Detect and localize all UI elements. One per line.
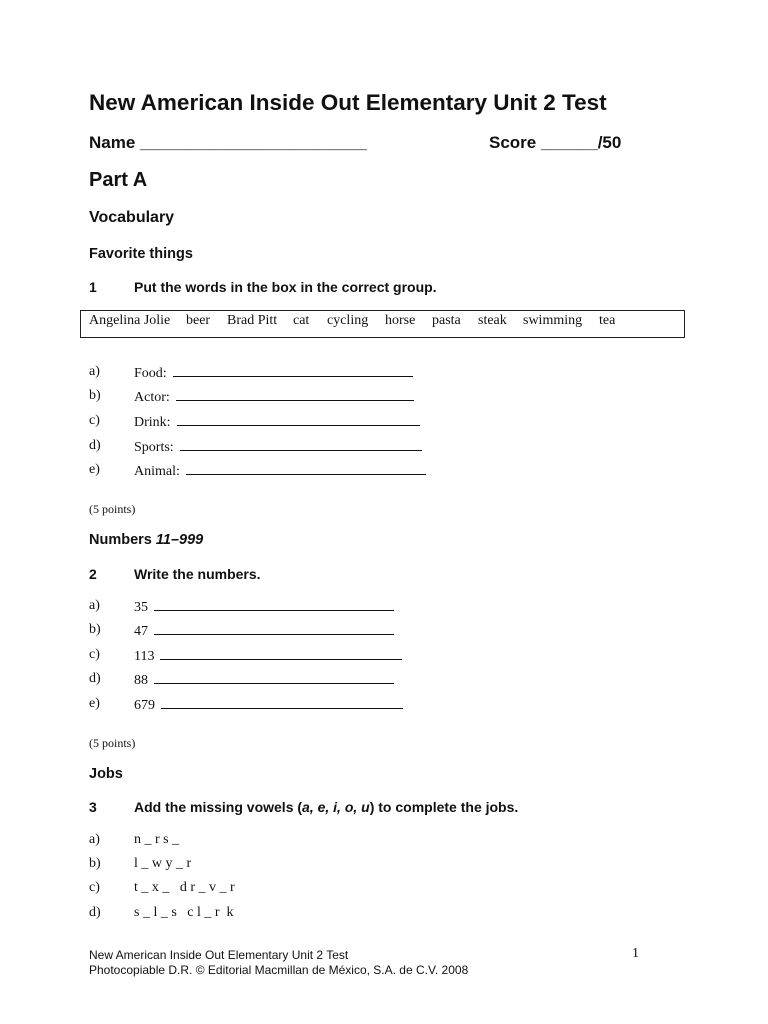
item-label: Sports:	[134, 440, 174, 455]
name-field-label: Name ________________________	[89, 133, 367, 152]
vocabulary-heading: Vocabulary	[89, 209, 175, 226]
word-box	[80, 310, 685, 338]
score-field-label: Score ______/50	[489, 133, 622, 152]
word-box-item: steak	[478, 313, 507, 328]
question-2-text: Write the numbers.	[134, 566, 261, 582]
job-puzzle: s _ l _ s c l _ r k	[134, 905, 234, 920]
answer-line[interactable]	[173, 364, 413, 377]
word-box-item: pasta	[432, 313, 461, 328]
job-puzzle: t _ x _ d r _ v _ r	[134, 880, 235, 895]
question-1-number: 1	[89, 279, 97, 295]
word-box-item: horse	[385, 313, 416, 328]
answer-line[interactable]	[186, 462, 426, 475]
number-value: 679	[134, 698, 155, 713]
answer-line[interactable]	[161, 696, 403, 709]
question-1-text: Put the words in the box in the correct group.	[134, 279, 437, 295]
job-puzzle: l _ w y _ r	[134, 856, 192, 871]
number-value: 47	[134, 624, 148, 639]
word-box-item: tea	[599, 313, 616, 328]
number-value: 113	[134, 649, 155, 664]
numbers-heading-text: Numbers	[89, 532, 152, 548]
item-letter: b)	[89, 856, 101, 871]
item-label: Animal:	[134, 464, 180, 479]
word-box-item: beer	[186, 313, 211, 328]
word-box-item: swimming	[523, 313, 583, 328]
item-letter: d)	[89, 438, 101, 453]
answer-line[interactable]	[176, 388, 414, 401]
item-letter: e)	[89, 462, 100, 477]
item-letter: c)	[89, 880, 100, 895]
item-letter: a)	[89, 832, 100, 847]
page-number: 1	[632, 946, 639, 961]
points-label: (5 points)	[89, 502, 136, 516]
number-value: 88	[134, 673, 148, 688]
question-2-number: 2	[89, 566, 97, 582]
word-box-item: Angelina Jolie	[89, 313, 171, 328]
favorite-things-heading: Favorite things	[89, 246, 193, 262]
answer-drink[interactable]	[134, 413, 420, 431]
answer-sports[interactable]	[134, 438, 422, 456]
item-letter: b)	[89, 388, 101, 403]
footer-copyright: Photocopiable D.R. © Editorial Macmillan de México, S.A. de C.V. 2008	[89, 963, 469, 977]
answer-line[interactable]	[160, 647, 402, 660]
item-label: Actor:	[134, 390, 170, 405]
answer-line[interactable]	[177, 413, 420, 426]
item-label: Drink:	[134, 415, 171, 430]
item-letter: c)	[89, 647, 100, 662]
question-3-text: Add the missing vowels (a, e, i, o, u) to complete the jobs.	[134, 799, 519, 815]
answer-line[interactable]	[180, 438, 422, 451]
word-box-item: cat	[293, 313, 310, 328]
answer-line[interactable]	[154, 671, 394, 684]
item-letter: a)	[89, 364, 100, 379]
item-label: Food:	[134, 366, 167, 381]
number-value: 35	[134, 600, 148, 615]
answer-food[interactable]	[134, 364, 413, 382]
answer-line[interactable]	[154, 622, 394, 635]
item-letter: d)	[89, 671, 101, 686]
question-3-number: 3	[89, 799, 97, 815]
answer-actor[interactable]	[134, 388, 414, 406]
number-answer[interactable]	[134, 647, 402, 665]
answer-animal[interactable]	[134, 462, 426, 480]
item-letter: c)	[89, 413, 100, 428]
jobs-heading: Jobs	[89, 766, 123, 782]
item-letter: a)	[89, 598, 100, 613]
numbers-heading	[89, 532, 203, 548]
numbers-range: 11–999	[155, 532, 204, 548]
answer-line[interactable]	[154, 598, 394, 611]
item-letter: e)	[89, 696, 100, 711]
number-answer[interactable]	[134, 598, 394, 616]
number-answer[interactable]	[134, 671, 394, 689]
number-answer[interactable]	[134, 622, 394, 640]
points-label: (5 points)	[89, 736, 136, 750]
item-letter: b)	[89, 622, 101, 637]
word-box-item: cycling	[327, 313, 369, 328]
part-heading: Part A	[89, 169, 148, 191]
item-letter: d)	[89, 905, 101, 920]
number-answer[interactable]	[134, 696, 403, 714]
page-title: New American Inside Out Elementary Unit 2 Test	[89, 90, 607, 115]
word-box-item: Brad Pitt	[227, 313, 278, 328]
footer-title: New American Inside Out Elementary Unit 2 Test	[89, 948, 349, 962]
job-puzzle: n _ r s _	[134, 832, 180, 847]
